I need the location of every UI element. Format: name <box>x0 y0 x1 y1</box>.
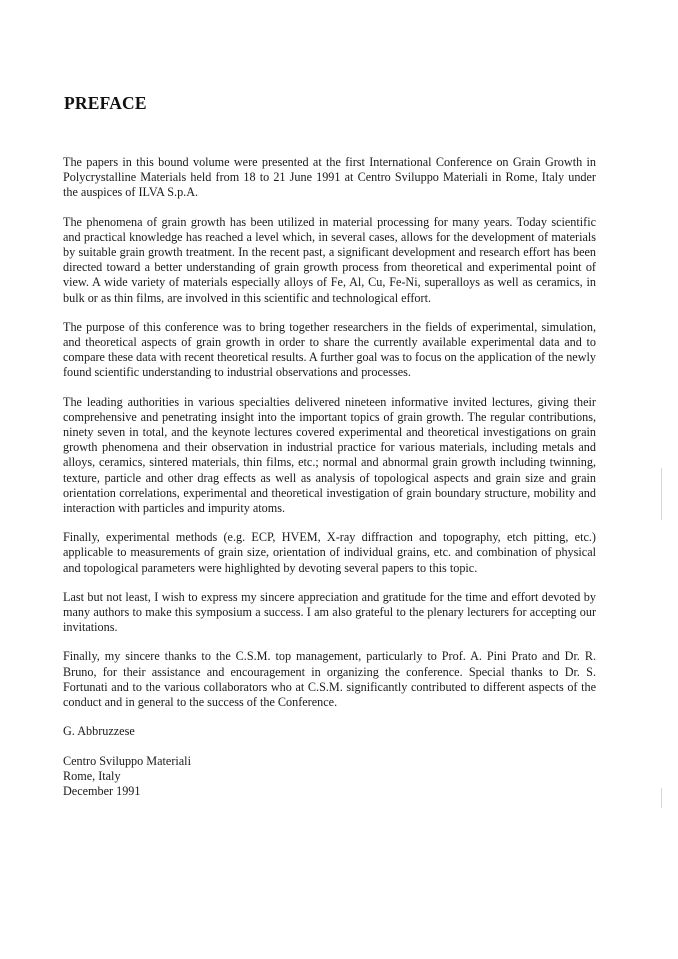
paragraph-7: Finally, my sincere thanks to the C.S.M. top management, particularly to Prof. A. Pini Prato and Dr. R. Bruno, for their assistance and encouragement in organizing the conference. Special thanks to Dr. S. Fortunati and to the various collaborators who at C.S.M. significantly contributed to different aspects of the conduct and in general to the success of the Conference. <box>63 649 596 710</box>
address-date: December 1991 <box>63 783 141 798</box>
paragraph-5: Finally, experimental methods (e.g. ECP, HVEM, X-ray diffraction and topography, etch pitting, etc.) applicable to measurements of grain size, orientation of individual grains, etc. and combination of physical and topological parameters were highlighted by devoting several papers to this topic. <box>63 530 596 575</box>
paragraph-1: The papers in this bound volume were presented at the first International Conference on Grain Growth in Polycrystalline Materials held from 18 to 21 June 1991 at Centro Sviluppo Materiali in Rome, Italy under the auspices of ILVA S.p.A. <box>63 155 596 200</box>
signature: G. Abbruzzese <box>63 724 135 739</box>
address-city: Rome, Italy <box>63 768 121 783</box>
address-organization: Centro Sviluppo Materiali <box>63 753 191 768</box>
paragraph-4: The leading authorities in various specialties delivered nineteen informative invited lectures, giving their comprehensive and penetrating insight into the important topics of grain growth. The regular contributions, ninety seven in total, and the keynote lectures covered experimental and theoretical investigations on grain growth phenomena and their observation in industrial practice for various materials, including metals and alloys, ceramics, sintered materials, thin films, etc.; normal and abnormal grain growth including twinning, texture, particle and other drag effects as well as analysis of topological aspects and grain size and grain orientation correlations, experimental and theoretical investigation of grain boundary structure, mobility and interaction with particles and impurity atoms. <box>63 394 596 516</box>
page-title: PREFACE <box>64 93 147 113</box>
paragraph-2: The phenomena of grain growth has been utilized in material processing for many years. Today scientific and practical knowledge has reached a level which, in several cases, allows for the development of materials by suitable grain growth treatment. In the recent past, a significant development and research effort has been directed toward a better understanding of grain growth process from theoretical and experimental point of view. A wide variety of materials especially alloys of Fe, Al, Cu, Fe-Ni, superalloys as well as ceramics, in bulk or as thin films, are involved in this scientific and technological effort. <box>63 214 596 305</box>
scan-artifact-right-lower <box>661 788 662 808</box>
preface-body <box>63 155 596 799</box>
address-block <box>63 754 596 800</box>
scan-artifact-right <box>661 468 662 520</box>
paragraph-3: The purpose of this conference was to bring together researchers in the fields of experimental, simulation, and theoretical aspects of grain growth in order to share the currently available experimental data and to compare these data with recent theoretical results. A further goal was to focus on the application of the newly found scientific understanding to industrial observations and processes. <box>63 319 596 380</box>
paragraph-6: Last but not least, I wish to express my sincere appreciation and gratitude for the time and effort devoted by many authors to make this symposium a success. I am also grateful to the plenary lecturers for accepting our invitations. <box>63 589 596 635</box>
